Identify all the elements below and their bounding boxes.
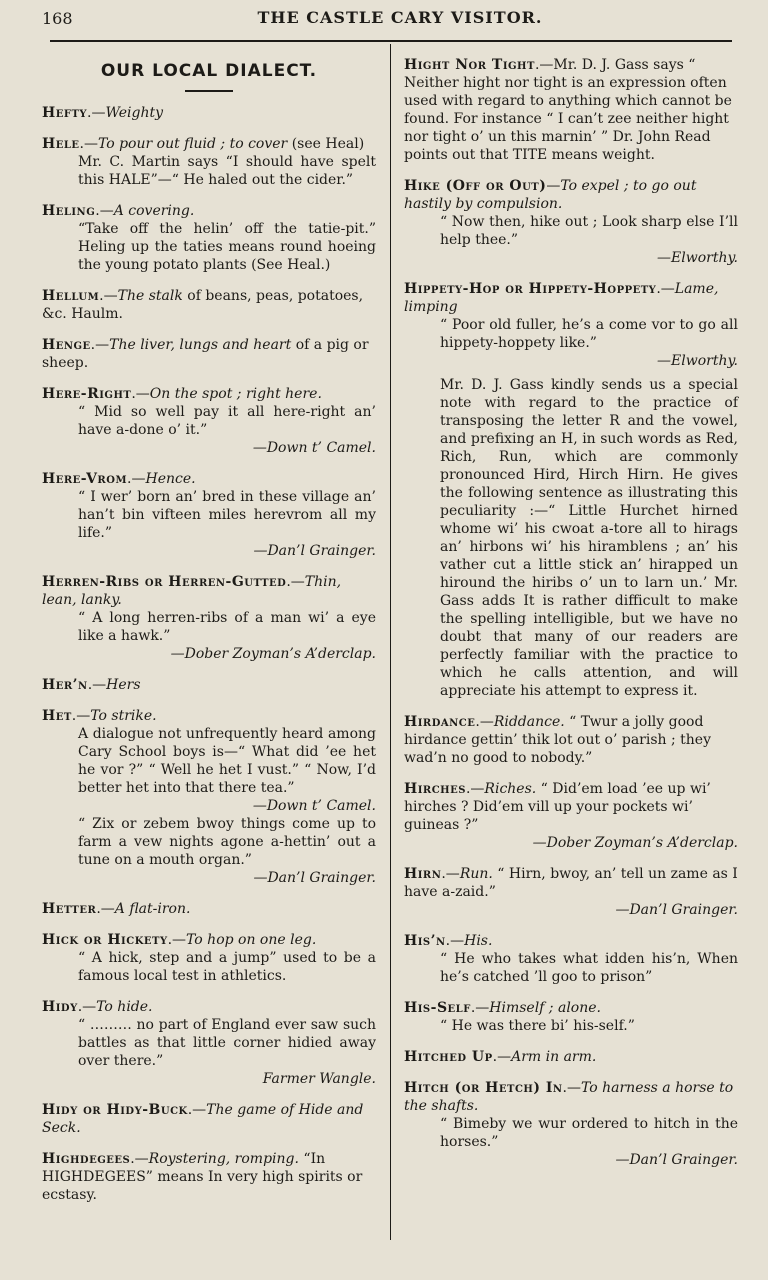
entry-hellum: Hellum.—The stalk of beans, peas, potatoes, &c. Haulm. [42, 288, 364, 322]
entry-hitch-in: Hitch (or Hetch) In.—To harness a horse to the shafts. “ Bimeby we wur ordered to hitch in the horses.” —Dan’l Grainger. [404, 1080, 738, 1168]
headword: Het [42, 708, 72, 724]
definition: Run. [459, 866, 493, 882]
definition: His. [464, 933, 493, 949]
entry-hidy: Hidy.—To hide. “ ……… no part of England ever saw such battles as that little corner hidied away over there.” Farmer Wangle. [42, 999, 376, 1087]
quotation: “ Bimeby we wur ordered to hitch in the horses.” [440, 1116, 738, 1150]
gass-note: Mr. D. J. Gass kindly sends us a special note with regard to the practice of transposing the letter R and the vowel, and prefixing an H, in such words as Red, Rich, Run, which are commonly pronounced Hird, Hirch Hirn. He gives the following sentence as illustrating this peculiarity :—“ Little Hurchet hirned whome wi’ his cwoat a-tore all to hirags an’ hirbons wi’ his hiramblens ; an’ his vather cut a little stick an’ hirapped un hiround the hiribs o’ un to larn un.’ Mr. Gass adds It is rather difficult to make the spelling intelligible, but we have no doubt that many of our readers are perfectly familiar with the practice to which he calls attention, and will appreciate his attempt to express it. [440, 377, 738, 699]
entry-hern: Her’n.—Hers [42, 677, 141, 693]
headword: Hidy [42, 999, 78, 1015]
attribution: —Dan’l Grainger. [615, 1152, 738, 1168]
headword: Hidy or Hidy-Buck [42, 1102, 188, 1118]
entry-here-vrom: Here-Vrom.—Hence. “ I wer’ born an’ bred in these village an’ han’t bin vifteen miles herevrom all my life.” —Dan’l Grainger. [42, 471, 376, 559]
right-column [404, 56, 738, 1182]
headword: His-Self [404, 1000, 471, 1016]
entry-hetter: Hetter.—A flat-iron. [42, 901, 191, 917]
entry-here-right: Here-Right.—On the spot ; right here. “ Mid so well pay it all here-right an’ have a-done o’ it.” —Down t’ Camel. [42, 386, 376, 456]
attribution: —Dober Zoyman’s A’derclap. [170, 646, 376, 662]
quotation: “ Poor old fuller, he’s a come vor to go all hippety-hoppety like.” [440, 317, 738, 351]
definition: On the spot ; right here. [149, 386, 322, 402]
entry-text: “In HIGHDEGEES” means In very high spirits or ecstasy. [42, 1151, 363, 1203]
entry-text: Mr. D. J. Gass says “ Neither hight nor tight is an expression often used with regard to anything which cannot be found. For instance “ I can’t zee neither hight nor tight o’ un this marnin’ ” Dr. John Read points out that TITE means weight. [404, 57, 732, 163]
headword: Hick or Hickety [42, 932, 168, 948]
headword: Hight Nor Tight [404, 57, 535, 73]
attribution: —Dan’l Grainger. [615, 902, 738, 918]
title-rule [185, 90, 233, 92]
attribution: —Dan’l Grainger. [253, 543, 376, 559]
entry-het: Het.—To strike. A dialogue not unfrequently heard among Cary School boys is—“ What did ’ee het he vor ?” “ Well he het I vust.” “ Now, I’d better het into that there tea.” —Down t’ Camel. “ Zix or zebem bwoy things come up to farm a vew nights agone a-hettin’ out a tune on a mouth organ.” —Dan’l Grainger. [42, 708, 376, 886]
definition: Hence. [145, 471, 196, 487]
quotation: Mr. C. Martin says “I should have spelt this HALE”—“ He haled out the cider.” [78, 154, 376, 188]
quotation: “ Zix or zebem bwoy things come up to farm a vew nights agone a-hettin’ out a tune on a mouth organ.” [78, 816, 376, 868]
entry-hirn: Hirn.—Run. “ Hirn, bwoy, an’ tell un zame as I have a-zaid.” —Dan’l Grainger. [404, 866, 738, 918]
definition: The stalk [117, 288, 183, 304]
headword: Henge [42, 337, 91, 353]
headword: Hirches [404, 781, 466, 797]
headword: Her’n [42, 677, 88, 693]
attribution: —Dober Zoyman’s A’derclap. [532, 835, 738, 851]
attribution: —Down t’ Camel. [252, 798, 376, 814]
definition: To hop on one leg. [186, 932, 317, 948]
entry-hirdance: Hirdance.—Riddance. “ Twur a jolly good hirdance gettin’ thik lot out o’ parish ; they wad’n no good to nobody.” [404, 714, 712, 766]
headword: Hellum [42, 288, 100, 304]
entry-hick: Hick or Hickety.—To hop on one leg. “ A hick, step and a jump” used to be a famous local test in athletics. [42, 932, 376, 984]
headword: Hitched Up [404, 1049, 493, 1065]
entry-hirches: Hirches.—Riches. “ Did’em load ’ee up wi’ hirches ? Did’em vill up your pockets wi’ guineas ?” —Dober Zoyman’s A’derclap. [404, 781, 738, 851]
entry-hike: Hike (Off or Out)—To expel ; to go out hastily by compulsion. “ Now then, hike out ; Look sharp else I’ll help thee.” —Elworthy. [404, 178, 738, 266]
quotation: “ I wer’ born an’ bred in these village an’ han’t bin vifteen miles herevrom all my life.” [78, 489, 376, 541]
definition: To hide. [96, 999, 153, 1015]
headword: Hitch (or Hetch) In [404, 1080, 563, 1096]
definition: To strike. [90, 708, 157, 724]
entry-hight-nor-tight: Hight Nor Tight.—Mr. D. J. Gass says “ Neither hight nor tight is an expression often used with regard to anything which cannot be found. For instance “ I can’t zee neither hight nor tight o’ un this marnin’ ” Dr. John Read points out that TITE means weight. [404, 57, 732, 163]
entry-text: of a pig or sheep. [42, 337, 369, 371]
headword: Hele [42, 136, 80, 152]
running-title: THE CASTLE CARY VISITOR. [257, 8, 543, 27]
attribution: —Down t’ Camel. [252, 440, 376, 456]
quotation: “ A hick, step and a jump” used to be a famous local test in athletics. [78, 950, 376, 984]
quotation: “ A long herren-ribs of a man wi’ a eye like a hawk.” [78, 610, 376, 644]
attribution: —Elworthy. [657, 250, 738, 266]
headword: Highdegees [42, 1151, 131, 1167]
definition: The liver, lungs and heart [109, 337, 292, 353]
headword: Hirn [404, 866, 442, 882]
quotation: “ Twur a jolly good hirdance gettin’ thik lot out o’ parish ; they wad’n no good to nobody.” [404, 714, 712, 766]
entry-hele: Hele.—To pour out fluid ; to cover (see Heal) Mr. C. Martin says “I should have spelt this HALE”—“ He haled out the cider.” [42, 136, 376, 188]
definition: Weighty [105, 105, 164, 121]
definition: Hers [106, 677, 141, 693]
headword: Hippety-Hop or Hippety-Hoppety [404, 281, 657, 297]
definition: Himself ; alone. [489, 1000, 601, 1016]
headword: Hike (Off or Out) [404, 178, 547, 194]
attribution: —Elworthy. [657, 353, 738, 369]
definition: To expel ; to go out hastily by compulsion. [404, 178, 697, 212]
headword: Here-Right [42, 386, 132, 402]
entry-highdegees: Highdegees.—Roystering, romping. “In HIGHDEGEES” means In very high spirits or ecstasy. [42, 1151, 363, 1203]
quotation: “ He was there bi’ his-self.” [440, 1018, 635, 1034]
definition: To pour out fluid ; to cover [97, 136, 288, 152]
definition: A covering. [113, 203, 195, 219]
definition: The game of Hide and Seck. [42, 1102, 364, 1136]
entry-hitched-up: Hitched Up.—Arm in arm. [404, 1049, 597, 1065]
definition: Riddance. [493, 714, 565, 730]
headword: Here-Vrom [42, 471, 128, 487]
cross-reference: (see Heal) [291, 136, 365, 152]
headword: Hirdance [404, 714, 476, 730]
definition: Riches. [484, 781, 537, 797]
quotation: “ Did’em load ’ee up wi’ hirches ? Did’em vill up your pockets wi’ guineas ?” [404, 781, 711, 833]
quotation: “ He who takes what idden his’n, When he’s catched ’ll goo to prison” [440, 951, 738, 985]
entry-henge: Henge.—The liver, lungs and heart of a pig or sheep. [42, 337, 369, 371]
quotation: “ Hirn, bwoy, an’ tell un zame as I have a-zaid.” [404, 866, 738, 900]
header-rule [50, 40, 732, 42]
headword: His’n [404, 933, 446, 949]
entry-text: of beans, peas, potatoes, &c. Haulm. [42, 288, 364, 322]
definition: Arm in arm. [511, 1049, 597, 1065]
headword: Heling [42, 203, 96, 219]
entry-herren: Herren-Ribs or Herren-Gutted.—Thin, lean, lanky. “ A long herren-ribs of a man wi’ a eye like a hawk.” —Dober Zoyman’s A’derclap. [42, 574, 376, 662]
entry-hisn: His’n.—His. “ He who takes what idden his’n, When he’s catched ’ll goo to prison” [404, 933, 738, 985]
entry-hippety-hop: Hippety-Hop or Hippety-Hoppety.—Lame, limping “ Poor old fuller, he’s a come vor to go all hippety-hoppety like.” —Elworthy. Mr. D. J. Gass kindly sends us a special note with regard to the practice of transposing the letter R and the vowel, and prefixing an H, in such words as Red, Rich, Run, which are commonly pronounced Hird, Hirch Hirn. He gives the following sentence as illustrating this peculiarity :—“ Little Hurchet hirned whome wi’ his cwoat a-tore all to hirags an’ hirbons wi’ his hiramblens ; an’ his vather cut a little stick an’ hirapped un hiround the hiribs o’ un to larn un.’ Mr. Gass adds It is rather difficult to make the spelling intelligible, but we have no doubt that many of our readers are perfectly familiar with the practice to which he calls attention, and will appreciate his attempt to express it. [404, 281, 738, 699]
quotation: A dialogue not unfrequently heard among Cary School boys is—“ What did ’ee het he vor ?” “ Well he het I vust.” “ Now, I’d better het into that there tea.” [78, 726, 376, 796]
left-column [42, 58, 376, 1217]
quotation: “ Now then, hike out ; Look sharp else I’ll help thee.” [440, 214, 738, 248]
page-number: 168 [42, 9, 73, 28]
definition: A flat-iron. [114, 901, 191, 917]
entry-hefty: Hefty.—Weighty [42, 105, 164, 121]
attribution: Farmer Wangle. [262, 1071, 376, 1087]
definition: Roystering, romping. [148, 1151, 299, 1167]
definition: Lame, limping [404, 281, 719, 315]
entry-his-self: His-Self.—Himself ; alone. “ He was there bi’ his-self.” [404, 999, 738, 1035]
attribution: —Dan’l Grainger. [253, 870, 376, 886]
section-title: OUR LOCAL DIALECT. [100, 61, 318, 81]
definition: Thin, lean, lanky. [42, 574, 342, 608]
headword: Hetter [42, 901, 97, 917]
definition: To harness a horse to the shafts. [404, 1080, 734, 1114]
column-divider [390, 44, 391, 1240]
quotation: “Take off the helin’ off the tatie-pit.” Heling up the taties means round hoeing the young potato plants (See Heal.) [78, 221, 376, 273]
quotation: “ ……… no part of England ever saw such battles as that little corner hidied away over there.” [78, 1017, 376, 1069]
headword: Herren-Ribs or Herren-Gutted [42, 574, 287, 590]
quotation: “ Mid so well pay it all here-right an’ have a-done o’ it.” [78, 404, 376, 438]
headword: Hefty [42, 105, 88, 121]
entry-heling: Heling.—A covering. “Take off the helin’ off the tatie-pit.” Heling up the taties means round hoeing the young potato plants (See Heal.) [42, 203, 376, 273]
entry-hidy-buck: Hidy or Hidy-Buck.—The game of Hide and Seck. [42, 1102, 364, 1136]
